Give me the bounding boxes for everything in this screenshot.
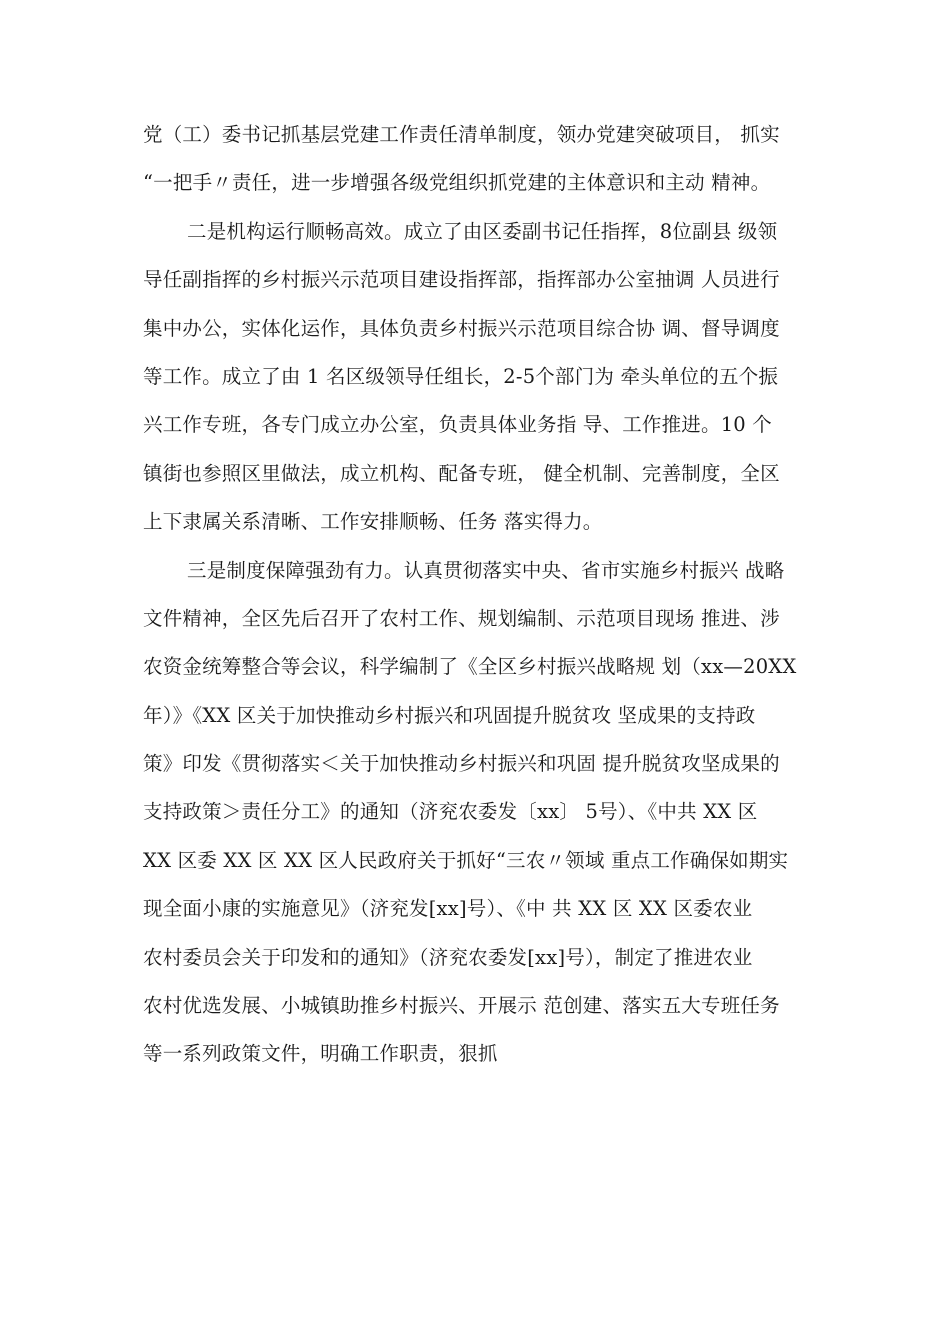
text-line: 等一系列政策文件，明确工作职责，狠抓 [143,1042,498,1066]
text-line: 兴工作专班，各专门成立办公室，负责具体业务指 导、工作推进。10 个 [143,413,773,437]
text-line: 镇街也参照区里做法，成立机构、配备专班， 健全机制、完善制度，全区 [143,461,780,485]
text-line: 农村委员会关于印发和的通知》（济兖农委发[xx]号），制定了推进农业 [143,945,753,969]
text-line: “一把手〃责任，进一步增强各级党组织抓党建的主体意识和主动 精神。 [143,171,771,195]
text-line: 党（工）委书记抓基层党建工作责任清单制度，领办党建突破项目， 抓实 [143,123,780,146]
text-line: 农资金统筹整合等会议，科学编制了《全区乡村振兴战略规 划（xx—20XX [143,655,797,679]
text-line: 策》印发《贯彻落实＜关于加快推动乡村振兴和巩固 提升脱贫攻坚成果的 [143,752,780,776]
text-line: 现全面小康的实施意见》（济兖发[xx]号）、《中 共 XX 区 XX 区委农业 [143,897,753,921]
text-line: 年）》《XX 区关于加快推动乡村振兴和巩固提升脱贫攻 坚成果的支持政 [143,703,756,727]
text-line: 集中办公，实体化运作，具体负责乡村振兴示范项目综合协 调、督导调度 [143,316,780,340]
text-line: 支持政策＞责任分工》的通知（济兖农委发〔xx〕 5号）、《中共 XX 区 [143,800,758,824]
text-line: 农村优选发展、小城镇助推乡村振兴、开展示 范创建、落实五大专班任务 [143,994,780,1018]
text-line: 三是制度保障强劲有力。认真贯彻落实中央、省市实施乡村振兴 战略 [187,558,785,582]
text-line: 导任副指挥的乡村振兴示范项目建设指挥部，指挥部办公室抽调 人员进行 [143,268,780,292]
text-line: 文件精神，全区先后召开了农村工作、规划编制、示范项目现场 推进、涉 [143,606,780,630]
text-line: XX 区委 XX 区 XX 区人民政府关于抓好“三农〃领域 重点工作确保如期实 [143,848,789,872]
text-line: 二是机构运行顺畅高效。成立了由区委副书记任指挥，8位副县 级领 [187,219,778,243]
text-line: 上下隶属关系清晰、工作安排顺畅、任务 落实得力。 [143,510,603,534]
document-body [143,111,813,1079]
text-line: 等工作。成立了由 1 名区级领导任组长，2-5个部门为 牵头单位的五个振 [143,364,779,388]
